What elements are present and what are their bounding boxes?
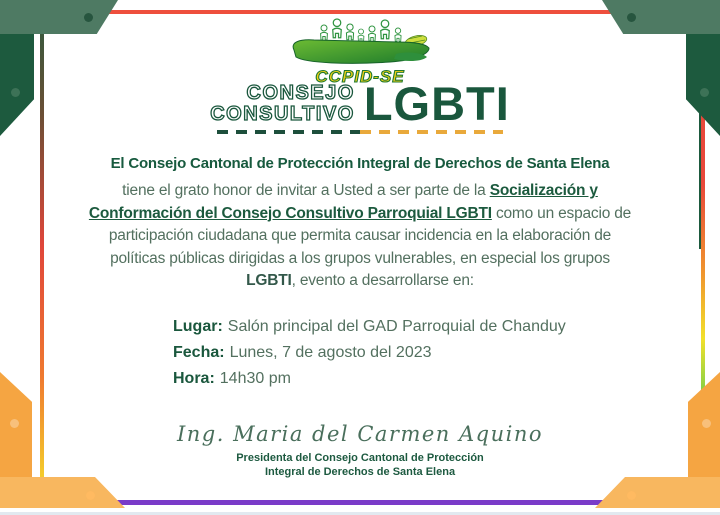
invitation-heading: El Consejo Cantonal de Protección Integral de Derechos de Santa Elena <box>110 155 610 172</box>
body-bold: LGBTI <box>246 272 292 289</box>
detail-fecha <box>173 340 566 366</box>
dashed-divider <box>0 130 720 134</box>
corner-dot <box>627 491 636 500</box>
org-name-outlined <box>210 83 355 125</box>
detail-label: Fecha: <box>173 344 225 361</box>
invitation-body <box>88 180 632 293</box>
corner-bottom-left-horizontal <box>0 477 125 508</box>
detail-hora <box>173 366 566 392</box>
org-line2: CONSULTIVO <box>210 103 355 125</box>
detail-lugar <box>173 314 566 340</box>
event-details <box>173 314 566 392</box>
corner-dot <box>86 491 95 500</box>
signature-title-line2: Integral de Derechos de Santa Elena <box>264 465 456 478</box>
signature-name: Ing. Maria del Carmen Aquino <box>176 422 544 446</box>
border-line-bottom-purple <box>28 500 692 505</box>
detail-value: 14h30 pm <box>219 370 291 387</box>
corner-bottom-right-horizontal <box>595 477 720 508</box>
org-name-row <box>0 77 720 130</box>
ccpidse-logo <box>0 12 720 87</box>
org-lgbti: LGBTI <box>363 77 510 130</box>
body-link: Socialización y Conformación del Consejo Consultivo Parroquial LGBTI <box>88 182 598 222</box>
body-end: , evento a desarrollarse en: <box>291 272 474 289</box>
signature-title-line1: Presidenta del Consejo Cantonal de Protección <box>236 452 484 464</box>
detail-label: Lugar: <box>173 318 223 335</box>
logo-acronym: CCPID-SE <box>315 67 405 86</box>
org-line1: CONSEJO <box>246 82 355 104</box>
dashed-divider-green <box>217 130 360 134</box>
detail-value: Lunes, 7 de agosto del 2023 <box>229 344 432 361</box>
detail-value: Salón principal del GAD Parroquial de Chanduy <box>227 318 566 335</box>
dashed-divider-gold <box>360 130 503 134</box>
body-intro: tiene el grato honor de invitar a Usted a ser parte de la <box>122 182 490 199</box>
signature-titles <box>0 452 720 479</box>
body-mid: como un espacio de participación ciudadana que permita causar incidencia en la elaboración de políticas públicas dirigidas a los grupos vulnerables, en especial los grupos <box>108 204 632 267</box>
detail-label: Hora: <box>173 370 215 387</box>
hand-family-icon <box>280 12 440 64</box>
